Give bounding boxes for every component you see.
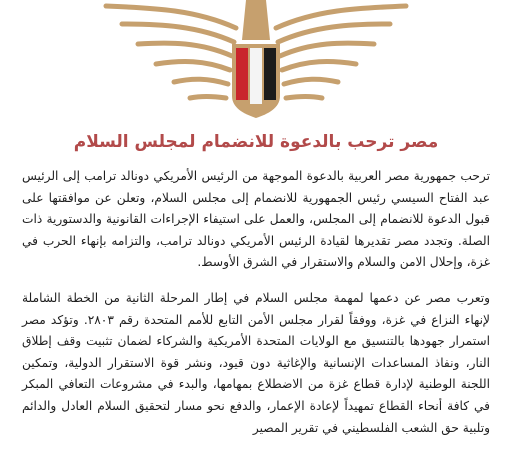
- eagle-emblem: [86, 0, 426, 122]
- emblem-left-wing: [106, 6, 236, 98]
- body-paragraph: ترحب جمهورية مصر العربية بالدعوة الموجهة من الرئيس الأمريكي دونالد ترامب إلى الرئيس عبد الفتاح السيسي رئيس الجمهورية للانضمام إلى مجلس السلام، وتعلن عن موافقتها على قبول الدعوة للانضمام إلى المجلس، والعمل على استيفاء الإجراءات القانونية والدستورية ذات الصلة. وتجدد مصر تقديرها لقيادة الرئيس الأمريكي دونالد ترامب، والتزامه بإنهاء الحرب في غزة، وإحلال الامن والسلام والاستقرار في الشرق الأوسط.: [22, 169, 490, 270]
- emblem-shield: [232, 44, 280, 118]
- document-body: [22, 166, 490, 439]
- emblem-body: [242, 0, 270, 40]
- document-title: مصر ترحب بالدعوة للانضمام لمجلس السلام: [73, 132, 439, 152]
- emblem-right-wing: [276, 6, 406, 98]
- body-paragraph: وتعرب مصر عن دعمها لمهمة مجلس السلام في إطار المرحلة الثانية من الخطة الشاملة لإنهاء النزاع في غزة، ووفقاً لقرار مجلس الأمن التابع للأمم المتحدة رقم ٢٨٠٣. وتؤكد مصر استمرار جهودها بالتنسيق مع الولايات المتحدة الأمريكية والشركاء لضمان تثبيت وقف إطلاق النار، ونفاذ المساعدات الإنسانية والإغاثية دون قيود، ونشر قوة الاستقرار الدولية، وتمكين اللجنة الوطنية لإدارة قطاع غزة من الاضطلاع بمهامها، والبدء في مشروعات التعافي المبكر في كافة أنحاء القطاع تمهيداً لإعادة الإعمار، والدفع نحو مسار لتحقيق السلام العادل والدائم وتلبية حق الشعب الفلسطيني في تقرير المصير: [22, 290, 490, 435]
